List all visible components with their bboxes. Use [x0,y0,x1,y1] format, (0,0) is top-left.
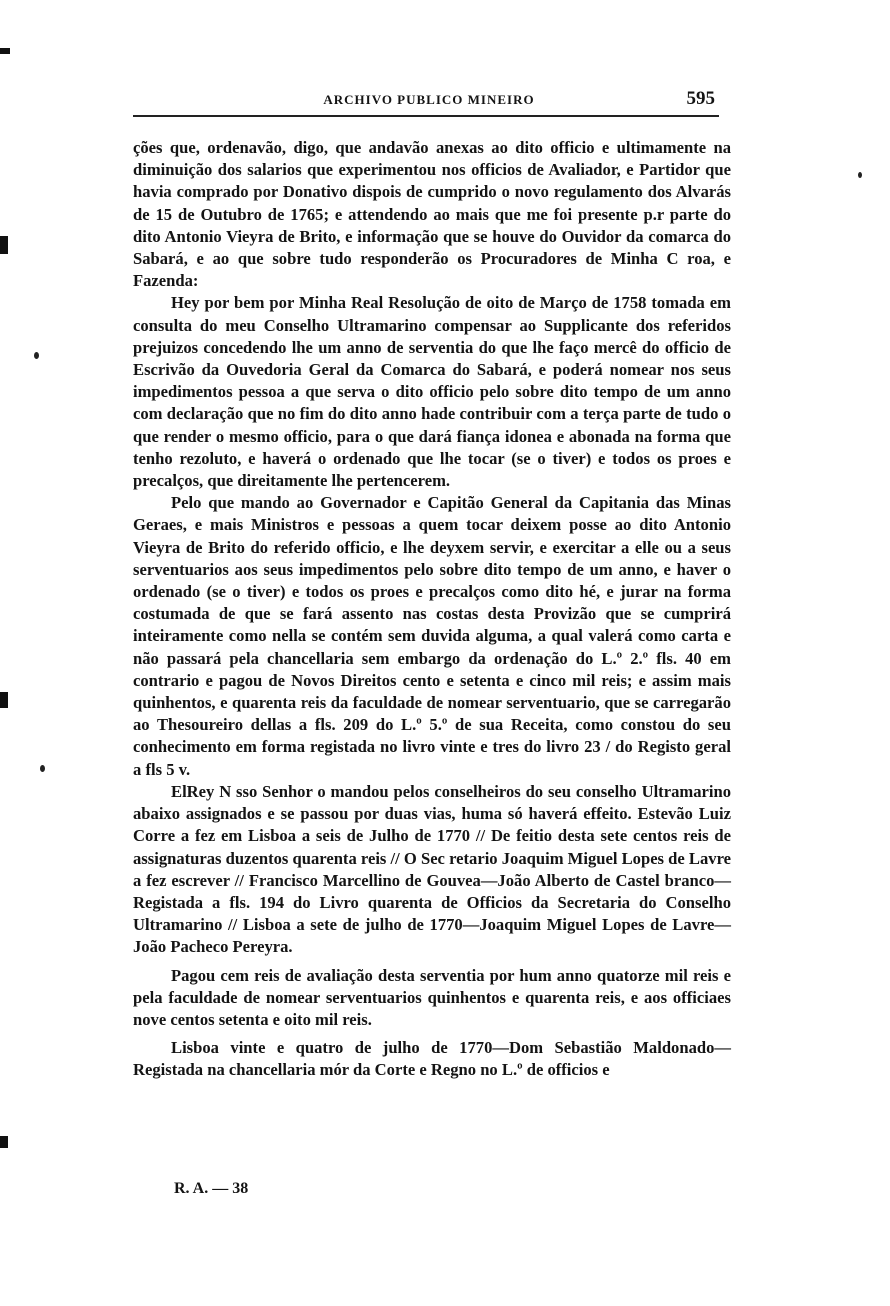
left-margin-mark [0,236,8,254]
page-number: 595 [686,88,715,109]
paragraph: Hey por bem por Minha Real Resolução de oito de Março de 1758 tomada em consulta do meu Conselho Ultramarino compensar ao Supplicante dos referidos prejuizos concedendo lhe um anno de serventia do que lhe faço mercê do officio de Escrivão da Ouvedoria Geral da Comarca do Sabará, e poderá nomear nos seus impedimentos pessoa a que serva o dito officio pelo sobre dito tempo de um anno com declaração que no fim do dito anno hade contribuir com a terça parte de tudo o que render o mesmo officio, para o que dará fiança idonea e abonada na forma que tenho rezoluto, e haverá o ordenado que lhe tocar (se o tiver) e todos os proes e precalços, que direitamente lhe pertencerem. [133,293,731,491]
page-header [133,90,725,114]
running-head: ARCHIVO PUBLICO MINEIRO [323,92,535,107]
ink-speck [34,352,39,359]
paragraph: Pelo que mando ao Governador e Capitão General da Capitania das Minas Geraes, e mais Ministros e pessoas a quem tocar deixem posse ao dito Antonio Vieyra de Brito do referido officio, e lhe deyxem servir, e exercitar a elle ou a seus serventuarios aos seus impedimentos pelo sobre dito tempo de um anno, e haver o ordenado (se o tiver) e todos os proes e precalços como dito hé, e jurar na forma costumada de que se fará assento nas costas desta Provizão que se cumprirá inteiramente como nella se contém sem duvida alguma, a qual valerá como carta e não passará pela chancellaria sem embargo da ordenação do L.º 2.º fls. 40 em contrario e pagou de Novos Direitos cento e setenta e cinco mil reis; e assim mais quinhentos, e quarenta reis da faculdade de nomear serventuario, que se carregarão ao Thesoureiro dellas a fls. 209 do L.º 5.º de sua Receita, como constou do seu conhecimento em forma registada no livro vinte e tres do livro 23 / do Registo geral a fls 5 v. [133,493,731,779]
ink-speck [858,172,862,178]
header-rule [133,115,719,117]
body-text [133,137,731,1082]
paragraph: ções que, ordenavão, digo, que andavão anexas ao dito officio e ultimamente na diminuição dos salarios que experimentou nos officios de Avaliador, e Partidor que havia comprado por Donativo dispois de cumprido o novo regulamento dos Alvarás de 15 de Outubro de 1765; e attendendo ao mais que me foi presente p.r parte do dito Antonio Vieyra de Brito, e informação que se houve do Ouvidor da comarca do Sabará, e ao que sobre tudo responderão os Procuradores de Minha C roa, e Fazenda: [133,138,731,291]
ink-speck [40,765,45,772]
signature-mark: R. A. — 38 [174,1180,249,1197]
left-margin-mark [0,48,10,54]
left-margin-mark [0,1136,8,1148]
paragraph: Pagou cem reis de avaliação desta serventia por hum anno quatorze mil reis e pela faculdade de nomear serventuarios quinhentos e quarenta reis, e aos officiaes nove centos setenta e oito mil reis. [133,965,731,1029]
paragraph: Lisboa vinte e quatro de julho de 1770—Dom Sebastião Maldonado—Registada na chancellaria mór da Corte e Regno no L.º de officios e [133,1038,731,1080]
paragraph: ElRey N sso Senhor o mandou pelos conselheiros do seu conselho Ultramarino abaixo assignados e se passou por duas vias, huma só haverá effeito. Estevão Luiz Corre a fez em Lisboa a seis de Julho de 1770 // De feitio desta sete centos reis de assignaturas duzentos quarenta reis // O Sec retario Joaquim Miguel Lopes de Lavre a fez escrever // Francisco Marcellino de Gouvea—João Alberto de Castel branco—Registada a fls. 194 do Livro quarenta de Officios da Secretaria do Conselho Ultramarino // Lisboa a sete de julho de 1770—Joaquim Miguel Lopes de Lavre—João Pacheco Pereyra. [133,781,731,957]
left-margin-mark [0,692,8,708]
